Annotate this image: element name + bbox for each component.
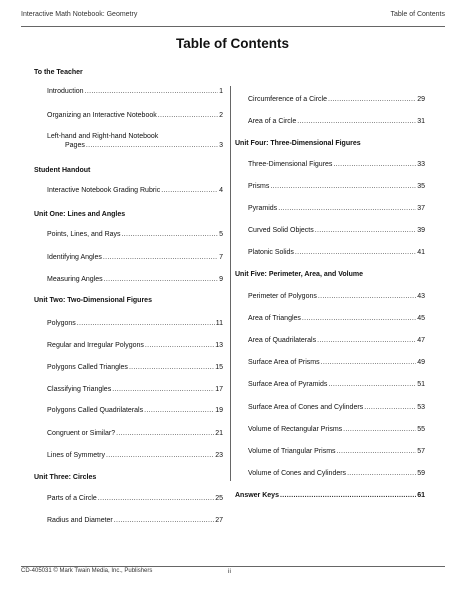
entry-title: Platonic Solids — [248, 249, 294, 256]
entry-page: 47 — [417, 337, 425, 344]
toc-entry[interactable] — [34, 230, 223, 239]
toc-entry[interactable] — [34, 186, 223, 195]
entry-title: Parts of a Circle — [47, 495, 97, 502]
toc-entry[interactable] — [34, 253, 223, 262]
entry-page: 23 — [215, 452, 223, 459]
section-heading: Unit One: Lines and Angles — [34, 211, 126, 218]
toc-entry[interactable] — [235, 358, 425, 367]
section-heading: Unit Three: Circles — [34, 474, 97, 481]
entry-page: 61 — [417, 492, 425, 499]
dot-leader — [98, 494, 214, 503]
entry-title: Polygons — [47, 320, 76, 327]
entry-title: Volume of Cones and Cylinders — [248, 470, 347, 477]
toc-entry[interactable] — [34, 494, 223, 503]
entry-title: Circumference of a Circle — [248, 96, 327, 103]
entry-page: 19 — [215, 407, 223, 414]
dot-leader — [161, 186, 218, 195]
entry-page: 51 — [417, 381, 425, 388]
dot-leader — [144, 406, 214, 415]
dot-leader — [315, 226, 416, 235]
dot-leader — [85, 87, 219, 96]
footer-rule — [21, 566, 445, 567]
dot-leader — [337, 447, 417, 456]
page-title: Table of Contents — [176, 36, 289, 51]
toc-entry[interactable] — [235, 469, 425, 478]
dot-leader — [122, 230, 219, 239]
entry-title: Introduction — [47, 88, 84, 95]
entry-title: Classifying Triangles — [47, 386, 112, 393]
entry-title: Pyramids — [248, 205, 278, 212]
entry-page: 1 — [219, 88, 223, 95]
toc-entry[interactable] — [235, 292, 425, 301]
entry-title: Polygons Called Triangles — [47, 364, 128, 371]
dot-leader — [295, 248, 416, 257]
entry-continuation — [47, 141, 223, 150]
entry-title: Organizing an Interactive Notebook — [47, 112, 157, 119]
entry-page: 39 — [417, 227, 425, 234]
dot-leader — [328, 380, 416, 389]
entry-page: 3 — [219, 142, 223, 149]
dot-leader — [103, 253, 218, 262]
toc-entry[interactable] — [34, 319, 223, 328]
page-number: ii — [228, 568, 231, 575]
entry-page: 55 — [417, 426, 425, 433]
entry-title: Volume of Triangular Prisms — [248, 448, 336, 455]
dot-leader — [343, 425, 416, 434]
column-divider — [230, 86, 231, 481]
entry-title: Area of Triangles — [248, 315, 301, 322]
toc-entry[interactable] — [34, 132, 223, 150]
entry-title-cont: Pages — [65, 142, 85, 149]
entry-page: 21 — [215, 430, 223, 437]
entry-title: Interactive Notebook Grading Rubric — [47, 187, 161, 194]
entry-page: 57 — [417, 448, 425, 455]
section-heading: Unit Five: Perimeter, Area, and Volume — [235, 271, 363, 278]
dot-leader — [116, 429, 214, 438]
entry-title: Answer Keys — [235, 492, 279, 499]
entry-page: 35 — [417, 183, 425, 190]
dot-leader — [104, 275, 218, 284]
entry-title: Surface Area of Pyramids — [248, 381, 328, 388]
entry-title: Perimeter of Polygons — [248, 293, 317, 300]
running-header-left: Interactive Math Notebook: Geometry — [21, 11, 138, 18]
toc-entry[interactable] — [34, 111, 223, 120]
dot-leader — [302, 314, 416, 323]
toc-entry[interactable] — [235, 447, 425, 456]
dot-leader — [317, 336, 416, 345]
header-rule — [21, 26, 445, 27]
dot-leader — [112, 385, 214, 394]
entry-title: Area of Quadrilaterals — [248, 337, 317, 344]
toc-entry[interactable] — [34, 363, 223, 372]
dot-leader — [318, 292, 416, 301]
toc-entry[interactable] — [34, 451, 223, 460]
section-heading: Unit Two: Two-Dimensional Figures — [34, 297, 152, 304]
dot-leader — [321, 358, 417, 367]
dot-leader — [77, 319, 215, 328]
entry-title: Congruent or Similar? — [47, 430, 116, 437]
entry-page: 45 — [417, 315, 425, 322]
running-header-right: Table of Contents — [390, 11, 445, 18]
toc-entry[interactable] — [235, 117, 425, 126]
entry-page: 5 — [219, 231, 223, 238]
toc-entry[interactable] — [34, 341, 223, 350]
entry-page: 59 — [417, 470, 425, 477]
toc-entry[interactable] — [235, 95, 425, 104]
entry-title: Three-Dimensional Figures — [248, 161, 333, 168]
dot-leader — [86, 141, 218, 150]
toc-entry[interactable] — [34, 429, 223, 438]
entry-title: Points, Lines, and Rays — [47, 231, 121, 238]
entry-title: Identifying Angles — [47, 254, 102, 261]
dot-leader — [328, 95, 416, 104]
toc-entry[interactable] — [34, 87, 223, 96]
entry-page: 31 — [417, 118, 425, 125]
entry-page: 53 — [417, 404, 425, 411]
dot-leader — [158, 111, 218, 120]
entry-page: 11 — [215, 320, 223, 327]
entry-page: 15 — [215, 364, 223, 371]
toc-entry[interactable] — [34, 516, 223, 525]
entry-title: Curved Solid Objects — [248, 227, 314, 234]
toc-entry-answer-keys[interactable] — [235, 491, 425, 500]
toc-entry[interactable] — [235, 403, 425, 412]
entry-title: Polygons Called Quadrilaterals — [47, 407, 144, 414]
toc-entry[interactable] — [235, 336, 425, 345]
entry-page: 13 — [215, 342, 223, 349]
entry-page: 43 — [417, 293, 425, 300]
entry-title: Surface Area of Prisms — [248, 359, 320, 366]
entry-page: 17 — [215, 386, 223, 393]
section-heading: Student Handout — [34, 167, 91, 174]
entry-title: Surface Area of Cones and Cylinders — [248, 404, 364, 411]
toc-entry[interactable] — [235, 204, 425, 213]
entry-title: Regular and Irregular Polygons — [47, 342, 144, 349]
entry-page: 4 — [219, 187, 223, 194]
footer-copyright: CD-405031 © Mark Twain Media, Inc., Publishers — [21, 568, 153, 574]
entry-page: 33 — [417, 161, 425, 168]
entry-title: Area of a Circle — [248, 118, 297, 125]
entry-page: 25 — [215, 495, 223, 502]
dot-leader — [106, 451, 214, 460]
dot-leader — [145, 341, 214, 350]
entry-page: 29 — [417, 96, 425, 103]
toc-entry[interactable] — [235, 182, 425, 191]
dot-leader — [280, 491, 416, 500]
toc-entry[interactable] — [235, 248, 425, 257]
dot-leader — [333, 160, 416, 169]
section-heading: Unit Four: Three-Dimensional Figures — [235, 140, 361, 147]
entry-page: 9 — [219, 276, 223, 283]
entry-page: 2 — [219, 112, 223, 119]
entry-title: Left-hand and Right-hand Notebook — [47, 133, 159, 140]
entry-page: 41 — [417, 249, 425, 256]
entry-title: Measuring Angles — [47, 276, 103, 283]
entry-title: Lines of Symmetry — [47, 452, 105, 459]
toc-entry[interactable] — [34, 385, 223, 394]
entry-page: 7 — [219, 254, 223, 261]
toc-entry[interactable] — [235, 380, 425, 389]
entry-title: Volume of Rectangular Prisms — [248, 426, 343, 433]
toc-entry[interactable] — [235, 160, 425, 169]
entry-page: 49 — [417, 359, 425, 366]
dot-leader — [364, 403, 416, 412]
entry-title: Radius and Diameter — [47, 517, 113, 524]
toc-entry[interactable] — [235, 425, 425, 434]
dot-leader — [270, 182, 416, 191]
toc-entry[interactable] — [235, 314, 425, 323]
dot-leader — [297, 117, 416, 126]
dot-leader — [114, 516, 214, 525]
entry-title: Prisms — [248, 183, 270, 190]
entry-page: 37 — [417, 205, 425, 212]
dot-leader — [129, 363, 214, 372]
section-heading: To the Teacher — [34, 69, 83, 76]
toc-entry[interactable] — [34, 406, 223, 415]
dot-leader — [278, 204, 416, 213]
dot-leader — [347, 469, 416, 478]
entry-page: 27 — [215, 517, 223, 524]
toc-entry[interactable] — [235, 226, 425, 235]
toc-entry[interactable] — [34, 275, 223, 284]
